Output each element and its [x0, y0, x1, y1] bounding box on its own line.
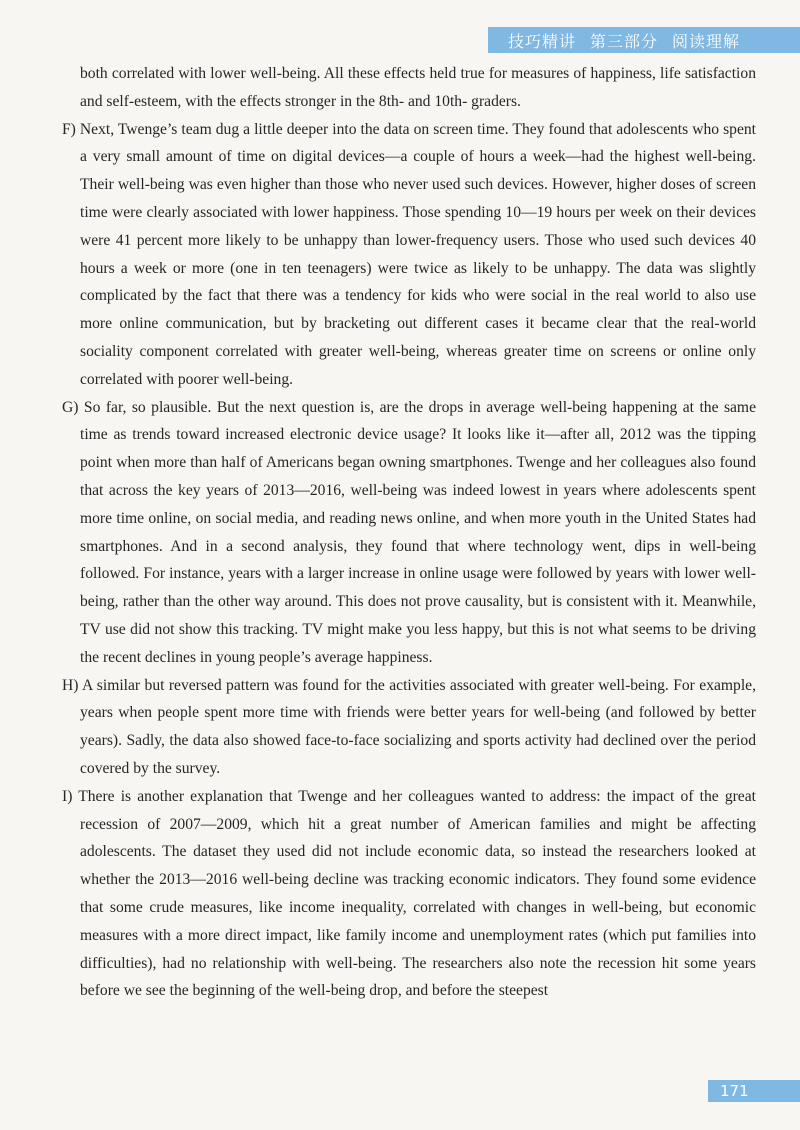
paragraph-label: F) — [62, 120, 80, 138]
paragraph-label: I) — [62, 787, 79, 805]
header-section-part: 第三部分 — [590, 31, 659, 51]
paragraph-label: G) — [62, 398, 84, 416]
paragraph-continued — [62, 60, 756, 116]
paragraph-text: A similar but reversed pattern was found for the activities associated with greater well-being. For example, years when people spent more time with friends were better years for well-being (and followed by better years). Sadly, the data also showed face-to-face socializing and sports activity had declined over the period covered by the survey. — [80, 676, 756, 777]
paragraph-g — [62, 394, 756, 672]
paragraph-f — [62, 116, 756, 394]
paragraph-text: both correlated with lower well-being. All these effects held true for measures of happiness, life satisfaction and self-esteem, with the effects stronger in the 8th- and 10th- graders. — [80, 65, 756, 110]
paragraph-i — [62, 783, 756, 1005]
article-body — [0, 60, 800, 1005]
chapter-header-band — [488, 27, 800, 53]
page-number: 171 — [720, 1082, 749, 1100]
paragraph-text: So far, so plausible. But the next question is, are the drops in average well-being happening at the same time as trends toward increased electronic device usage? It looks like it—after all, 2012 was the tipping point when more than half of Americans began owning smartphones. Twenge and her colleagues also found that across the key years of 2013—2016, well-being was indeed lowest in years where adolescents spent more time online, on social media, and reading news online, and when more youth in the United States had smartphones. And in a second analysis, they found that where technology went, dips in well-being followed. For instance, years with a larger increase in online usage were followed by years with lower well-being, rather than the other way around. This does not prove causality, but is consistent with it. Meanwhile, TV use did not show this tracking. TV might make you less happy, but this is not what seems to be driving the recent declines in young people’s average happiness. — [80, 398, 756, 666]
paragraph-h — [62, 672, 756, 783]
paragraph-text: Next, Twenge’s team dug a little deeper into the data on screen time. They found that adolescents who spent a very small amount of time on digital devices—a couple of hours a week—had the highest well-being. Their well-being was even higher than those who never used such devices. However, higher doses of screen time were clearly associated with lower happiness. Those spending 10—19 hours per week on their devices were 41 percent more likely to be unhappy than lower-frequency users. Those who used such devices 40 hours a week or more (one in ten teenagers) were twice as likely to be unhappy. The data was slightly complicated by the fact that there was a tendency for kids who were social in the real world to also use more online communication, but by bracketing out different cases it became clear that the real-world sociality component correlated with greater well-being, whereas greater time on screens or online only correlated with poorer well-being. — [79, 120, 756, 388]
header-section-reading: 阅读理解 — [672, 31, 741, 51]
paragraph-text: There is another explanation that Twenge and her colleagues wanted to address: the impact of the great recession of 2007—2009, which hit a great number of American families and might be affecting adolescents. The dataset they used did not include economic data, so instead the researchers looked at whether the 2013—2016 well-being decline was tracking economic indicators. They found some evidence that some crude measures, like income inequality, correlated with changes in well-being, but economic measures with a more direct impact, like family income and unemployment rates (which put families into difficulties), had no relationship with well-being. The researchers also note the recession hit some years before we see the beginning of the well-being drop, and before the steepest — [78, 787, 756, 1000]
header-section-skills: 技巧精讲 — [508, 31, 577, 51]
paragraph-label: H) — [62, 676, 82, 694]
page-number-badge — [708, 1080, 800, 1102]
